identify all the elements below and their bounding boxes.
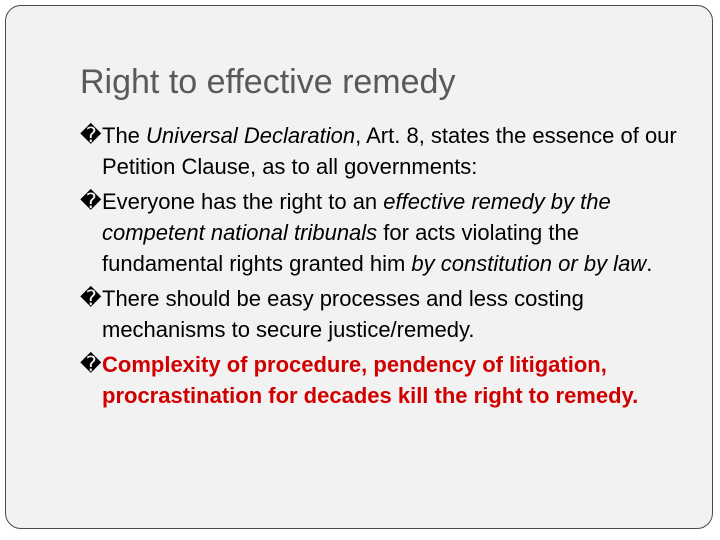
bullet-3-text: There should be easy processes and less costing mechanisms to secure justice/remedy. <box>102 286 584 342</box>
bullet-item-3 <box>80 283 700 345</box>
bullet-item-2 <box>80 186 700 279</box>
bullet-2-text: Everyone has the right to an <box>102 189 384 214</box>
slide-title: Right to effective remedy <box>80 63 456 101</box>
bullet-item-4 <box>80 349 700 411</box>
bullet-1-text: The <box>102 123 147 148</box>
bullet-2-text-mid: for acts violating the fundamental rights granted him <box>102 220 579 276</box>
bullet-item-1 <box>80 120 700 182</box>
bullet-2-italic: effective remedy by the competent national tribunals <box>102 189 611 245</box>
bullet-1-italic: Universal Declaration <box>146 123 356 148</box>
bullet-list <box>80 120 700 415</box>
bullet-2-italic-end: by constitution or by law <box>411 251 647 276</box>
bullet-box-icon: � <box>80 286 102 310</box>
bullet-2-period: . <box>646 251 653 276</box>
bullet-box-icon: � <box>80 352 102 376</box>
bullet-1-text-end: , Art. 8, states the essence of our Petition Clause, as to all governments: <box>102 123 677 179</box>
bullet-4-emphasis-text: Complexity of procedure, pendency of litigation, procrastination for decades kill the right to remedy. <box>102 352 639 408</box>
bullet-box-icon: � <box>80 189 102 213</box>
bullet-box-icon: � <box>80 123 102 147</box>
